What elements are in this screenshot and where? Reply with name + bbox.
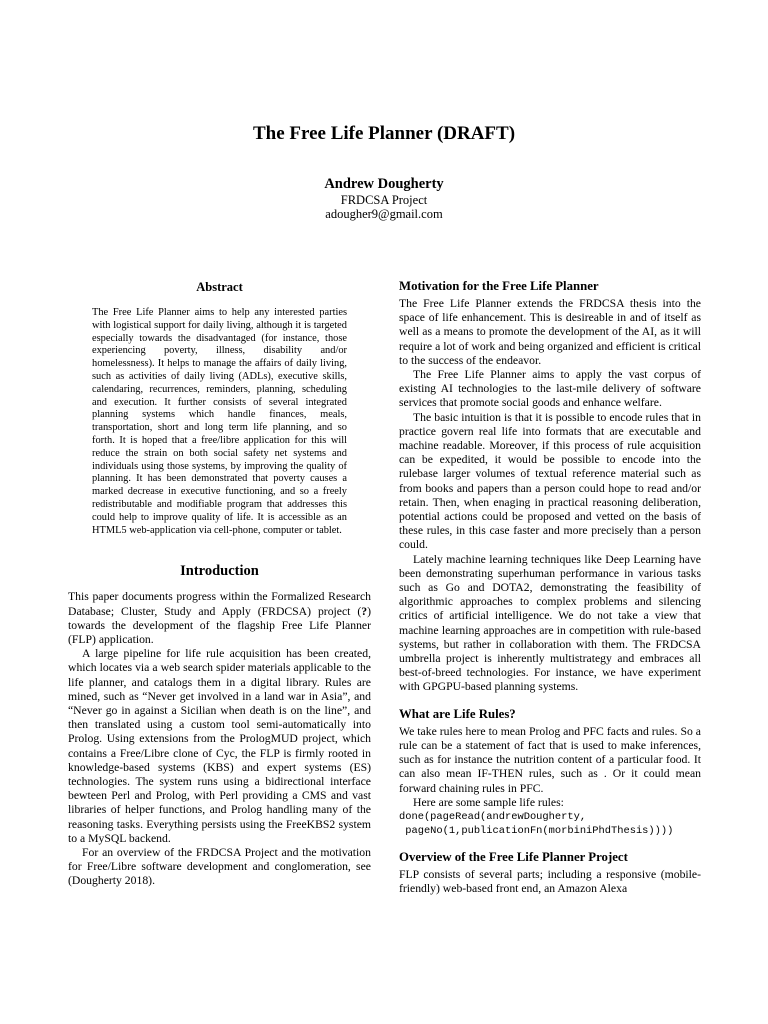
abstract-heading: Abstract <box>196 280 243 294</box>
introduction-p1-text-b: ) towards the development of the flagship Free Life Planner (FLP) application. <box>68 604 371 646</box>
introduction-paragraph-2: A large pipeline for life rule acquisition has been created, which locates via a web search spider materials applicable to the life planner, and catalogs them in a digital library. Rules are mined, such as “Never get involved in a land war in Asia”, and “Never go in against a Sicilian when death is on the line”, and then translated using a custom tool semi-automatically into Prolog. Using extensions from the PrologMUD project, which contains a Free/Libre clone of Cyc, the FLP is firmly rooted in knowledge-based systems (KBS) and expert systems (ES) technologies. The system runs using a bidirectional interface bewteen Perl and Prolog, with Perl providing a CMS and vast libraries of helper functions, and Prolog handling many of the reasoning tasks. Everything persists using the FreeKBS2 system to a MySQL backend. <box>68 647 371 845</box>
citation-ref: ? <box>361 604 368 618</box>
right-column <box>399 278 701 896</box>
life-rules-paragraph-1: We take rules here to mean Prolog and PFC facts and rules. So a rule can be a statement of fact that is used to make inferences, such as for instance the nutrition content of a particular food. It can also mean IF-THEN rules, such as . Or it could mean forward chaining rules in PFC. <box>399 724 701 795</box>
paper-title: The Free Life Planner (DRAFT) <box>252 123 516 144</box>
code-sample-line-2: pageNo(1,publicationFn(morbiniPhdThesis)))) <box>399 824 674 837</box>
introduction-p1-text-a: This paper documents progress within the Formalized Research Database; Cluster, Study and Apply (FRDCSA) project ( <box>68 590 371 618</box>
author-email: adougher9@gmail.com <box>325 207 443 221</box>
abstract-text: The Free Life Planner aims to help any interested parties with logistical support for daily living, although it is targeted especially towards the disadvantaged (for instance, those experiencing poverty, illness, disability and/or homelessness). It helps to manage the affairs of daily living, such as activities of daily living (ADLs), executive skills, calendaring, recurrences, reminders, planning, scheduling and execution. It further consists of several integrated planning systems which handle finances, meals, transportation, short and long term life planning, and so forth. It is hoped that a free/libre application for this will reduce the strain on both social safety net systems and individuals using those systems, by improving the quality of planning. It has been demonstrated that poverty causes a marked decrease in executive functioning, and so a freely redistributable and modifiable program that addresses this could help to improve quality of life. It is accessible as an HTML5 web-application via cell-phone, computer or tablet. <box>92 307 347 536</box>
motivation-paragraph-4: Lately machine learning techniques like Deep Learning have been demonstrating superhuman performance in various tasks such as Go and DOTA2, demonstrating the feasibility of algorithmic approaches to complex problems and silencing critics of artificial intelligence. We do not take a view that machine learning approaches are in competition with rule-based systems, but rather in collaboration with them. The FRDCSA umbrella project is inherently multistrategy and embraces all best-of-breed technologies. For instance, we have experiment with GPGPU-based planning systems. <box>399 552 701 694</box>
motivation-heading: Motivation for the Free Life Planner <box>399 279 599 293</box>
author-block <box>0 175 768 221</box>
motivation-paragraph-2: The Free Life Planner aims to apply the vast corpus of existing AI technologies to the last-mile delivery of software services that promote social goods and enhance welfare. <box>399 368 701 410</box>
introduction-heading: Introduction <box>180 563 259 580</box>
overview-paragraph-1: FLP consists of several parts; including a responsive (mobile-friendly) web-based front end, an Amazon Alexa <box>399 867 701 896</box>
author-name: Andrew Dougherty <box>324 176 444 192</box>
overview-heading: Overview of the Free Life Planner Project <box>399 849 628 864</box>
author-affiliation: FRDCSA Project <box>340 193 428 207</box>
code-sample-line-1: done(pageRead(andrewDougherty, <box>399 810 587 823</box>
life-rules-paragraph-2: Here are some sample life rules: <box>413 795 564 809</box>
left-column <box>68 278 371 889</box>
life-rules-heading: What are Life Rules? <box>399 706 516 721</box>
motivation-paragraph-1: The Free Life Planner extends the FRDCSA thesis into the space of life enhancement. This is desireable in and of itself as well as a means to promote the development of the AI, as it will require a lot of work and being organized and efficient is critical to the success of the endeavor. <box>399 297 701 367</box>
introduction-paragraph-3: For an overview of the FRDCSA Project and the motivation for Free/Libre software development and conglomeration, see (Dougherty 2018). <box>68 846 371 888</box>
motivation-paragraph-3: The basic intuition is that it is possible to encode rules that in practice govern real life into formats that are executable and machine readable. Moreover, if this process of rule acquisition can be expedited, it would be possible to encode into the rulebase larger volumes of textual reference material such as from books and papers than a person could hope to read and/or retain. Then, when enaging in practical reasoning deliberation, potential actions could be proposed and vetted on the basis of these rules, in this case faster and more precisely than a person could. <box>399 410 701 552</box>
introduction-paragraph-1 <box>68 590 371 647</box>
